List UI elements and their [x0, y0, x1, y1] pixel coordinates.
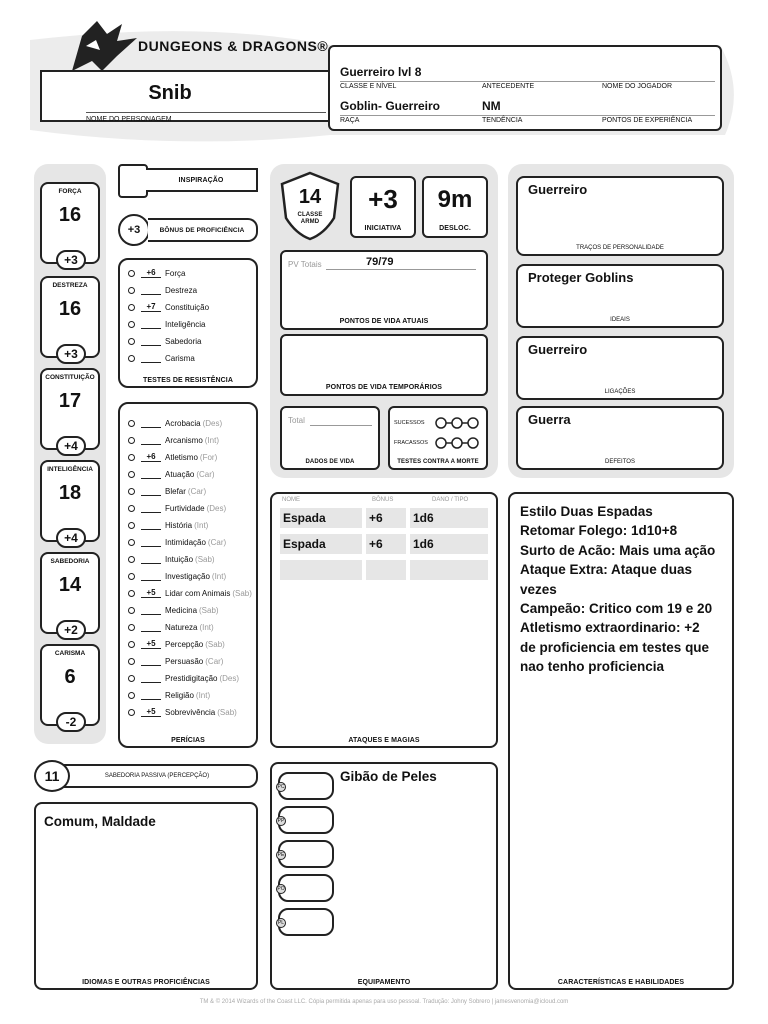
- ideals-box[interactable]: [516, 264, 724, 328]
- coin-label: PL: [277, 920, 285, 926]
- flaws-box[interactable]: [516, 406, 724, 470]
- attack-bonus-empty[interactable]: [366, 560, 406, 580]
- info-divider: [340, 81, 715, 82]
- ability-name: DESTREZA: [52, 282, 88, 289]
- proficiency-dot[interactable]: [128, 321, 135, 328]
- saving-throw-mod: [141, 353, 161, 363]
- attack-damage[interactable]: 1d6: [410, 508, 488, 528]
- equipment-title: EQUIPAMENTO: [357, 979, 411, 986]
- proficiency-dot[interactable]: [128, 505, 135, 512]
- race-label: RAÇA: [340, 117, 360, 124]
- proficiency-dot[interactable]: [128, 437, 135, 444]
- skill-name: Arcanismo: [165, 435, 203, 445]
- ability-dexterity[interactable]: [40, 276, 100, 361]
- temp-hp-label: PONTOS DE VIDA TEMPORÁRIOS: [325, 384, 443, 391]
- skill-mod: [141, 656, 161, 666]
- ability-modifier: -2: [56, 712, 86, 732]
- proficiency-banner: [148, 218, 258, 242]
- coin-label: PC: [277, 784, 285, 790]
- speed-value: 9m: [437, 186, 473, 213]
- skill-row[interactable]: [128, 433, 219, 447]
- coin-label: PO: [277, 886, 285, 892]
- alignment-value[interactable]: NM: [482, 99, 501, 113]
- saving-throw-row[interactable]: [128, 266, 185, 280]
- proficiency-dot[interactable]: [128, 573, 135, 580]
- ability-name: CARISMA: [54, 650, 86, 657]
- ability-modifier: +2: [56, 620, 86, 640]
- ability-modifier: +4: [56, 528, 86, 548]
- death-saves-label: TESTES CONTRA A MORTE: [397, 459, 479, 465]
- skill-attr: (Car): [207, 537, 227, 547]
- proficiency-dot[interactable]: [128, 522, 135, 529]
- coin-silver[interactable]: [278, 806, 334, 834]
- equipment-text: Gibão de Peles: [340, 769, 437, 784]
- saving-throws-title: TESTES DE RESISTÊNCIA: [142, 377, 233, 384]
- proficiency-dot[interactable]: [128, 287, 135, 294]
- coin-label: PE: [277, 852, 285, 858]
- skill-row[interactable]: [128, 416, 222, 430]
- attack-damage-empty[interactable]: [410, 560, 488, 580]
- skill-mod: [141, 554, 161, 564]
- attack-name[interactable]: Espada: [280, 508, 362, 528]
- proficiency-dot[interactable]: [128, 556, 135, 563]
- saving-throw-mod: +7: [141, 302, 161, 312]
- skill-attr: (Des): [219, 673, 240, 683]
- feature-line: nao tenho proficiencia: [520, 659, 665, 675]
- skill-mod: [141, 571, 161, 581]
- skill-name: Prestidigitação: [165, 673, 218, 683]
- skill-mod: [141, 520, 161, 530]
- skill-name: História: [165, 520, 193, 530]
- name-underline: [86, 112, 326, 113]
- attack-header-bonus: BÔNUS: [372, 497, 394, 503]
- skill-mod: [141, 486, 161, 496]
- proficiency-dot[interactable]: [128, 454, 135, 461]
- dragon-logo-icon: [62, 16, 142, 76]
- coin-platinum[interactable]: [278, 908, 334, 936]
- languages-title: IDIOMAS E OUTRAS PROFICIÊNCIAS: [82, 979, 210, 986]
- death-fail-label: FRACASSOS: [394, 440, 428, 446]
- skill-row[interactable]: [128, 705, 237, 719]
- ability-score: 17: [58, 390, 82, 412]
- alignment-label: TENDÊNCIA: [482, 117, 523, 124]
- skill-mod: [141, 469, 161, 479]
- ability-modifier: +3: [56, 344, 86, 364]
- skill-attr: (Int): [199, 622, 214, 632]
- skill-row[interactable]: [128, 586, 252, 600]
- saving-throw-mod: [141, 285, 161, 295]
- ideals-label: IDEAIS: [610, 317, 630, 323]
- skill-mod: [141, 537, 161, 547]
- proficiency-dot[interactable]: [128, 607, 135, 614]
- skill-row[interactable]: [128, 620, 214, 634]
- skill-row[interactable]: [128, 484, 206, 498]
- skill-mod: +5: [141, 639, 161, 649]
- ability-score: 14: [58, 574, 82, 596]
- feature-line: Atletismo extraordinario: +2: [520, 620, 700, 636]
- attacks-title: ATAQUES E MAGIAS: [348, 737, 420, 744]
- skill-mod: +6: [141, 452, 161, 462]
- features-text: [520, 502, 715, 677]
- skills-box: [118, 402, 258, 748]
- inspiration-label: INSPIRAÇÃO: [178, 177, 224, 184]
- skill-row[interactable]: [128, 688, 210, 702]
- proficiency-dot[interactable]: [128, 355, 135, 362]
- personality-value: Guerreiro: [528, 182, 588, 197]
- proficiency-label: BÔNUS DE PROFICIÊNCIA: [159, 227, 245, 234]
- ability-score: 16: [58, 298, 82, 320]
- current-hp-box[interactable]: [280, 250, 488, 330]
- skill-row[interactable]: [128, 501, 226, 515]
- ability-score: 16: [58, 204, 82, 226]
- skill-name: Intuição: [165, 554, 194, 564]
- hit-dice-label: DADOS DE VIDA: [305, 459, 355, 465]
- skill-name: Furtividade: [165, 503, 205, 513]
- saving-throw-row[interactable]: [128, 334, 201, 348]
- ability-intelligence[interactable]: [40, 460, 100, 545]
- skill-attr: (Sab): [217, 707, 237, 717]
- features-box[interactable]: [508, 492, 734, 990]
- flaws-label: DEFEITOS: [605, 459, 635, 465]
- attack-bonus[interactable]: +6: [366, 508, 406, 528]
- skill-name: Acrobacia: [165, 418, 201, 428]
- skills-title: PERÍCIAS: [171, 737, 205, 744]
- proficiency-dot[interactable]: [128, 590, 135, 597]
- skill-row[interactable]: [128, 467, 215, 481]
- skill-mod: +5: [141, 588, 161, 598]
- skill-name: Natureza: [165, 622, 198, 632]
- proficiency-dot[interactable]: [128, 488, 135, 495]
- proficiency-dot[interactable]: [128, 304, 135, 311]
- skill-attr: (Car): [187, 486, 207, 496]
- attack-name[interactable]: Espada: [280, 534, 362, 554]
- character-name-label: NOME DO PERSONAGEM: [86, 116, 172, 123]
- coin-label: PP: [277, 818, 285, 824]
- skill-attr: (Int): [204, 435, 220, 445]
- inspiration-checkbox[interactable]: [118, 164, 148, 198]
- character-name[interactable]: Snib: [148, 82, 192, 104]
- armor-class-value[interactable]: 14: [298, 186, 322, 208]
- feature-line: de proficiencia em testes que: [520, 639, 710, 655]
- feature-line: Campeão: Critico com 19 e 20: [520, 601, 713, 617]
- hp-max-value: 79/79: [366, 256, 394, 268]
- attack-header-name: NOME: [282, 497, 300, 503]
- skill-name: Lidar com Animais: [165, 588, 231, 598]
- feature-line: Estilo Duas Espadas: [520, 504, 653, 519]
- ability-modifier: +4: [56, 436, 86, 456]
- saving-throws-box: [118, 258, 258, 388]
- proficiency-dot[interactable]: [128, 658, 135, 665]
- temp-hp-box[interactable]: [280, 334, 488, 396]
- class-level-value[interactable]: Guerreiro lvl 8: [340, 65, 422, 79]
- attack-bonus[interactable]: +6: [366, 534, 406, 554]
- saving-throw-name: Força: [165, 268, 186, 278]
- current-hp-label: PONTOS DE VIDA ATUAIS: [339, 318, 429, 325]
- ability-charisma[interactable]: [40, 644, 100, 729]
- skill-row[interactable]: [128, 637, 225, 651]
- background-label: ANTECEDENTE: [482, 83, 535, 90]
- ability-name: SABEDORIA: [50, 558, 90, 565]
- saving-throw-row[interactable]: [128, 283, 197, 297]
- skill-row[interactable]: [128, 603, 219, 617]
- attack-header-damage: DANO / TIPO: [432, 497, 469, 503]
- languages-box[interactable]: [34, 802, 258, 990]
- saving-throw-row[interactable]: [128, 351, 195, 365]
- hp-max-line: [326, 269, 476, 270]
- attacks-box: [270, 492, 498, 748]
- bonds-label: LIGAÇÕES: [604, 389, 636, 395]
- logo-title: DUNGEONS & DRAGONS®: [138, 38, 329, 54]
- initiative-box[interactable]: [350, 176, 416, 238]
- skill-mod: [141, 503, 161, 513]
- ability-wisdom[interactable]: [40, 552, 100, 637]
- proficiency-dot[interactable]: [128, 539, 135, 546]
- skill-row[interactable]: [128, 518, 208, 532]
- proficiency-dot[interactable]: [128, 420, 135, 427]
- personality-box[interactable]: [516, 176, 724, 256]
- skill-row[interactable]: [128, 654, 223, 668]
- skill-name: Persuasão: [165, 656, 204, 666]
- features-title: CARACTERÍSTICAS E HABILIDADES: [557, 979, 685, 986]
- skill-name: Sobrevivência: [165, 707, 216, 717]
- speed-box[interactable]: [422, 176, 488, 238]
- class-level-label: CLASSE E NÍVEL: [340, 83, 397, 90]
- xp-label: PONTOS DE EXPERIÊNCIA: [602, 117, 693, 124]
- saving-throw-name: Carisma: [165, 353, 195, 363]
- death-success-label: SUCESSOS: [394, 420, 425, 426]
- coin-copper[interactable]: [278, 772, 334, 800]
- saving-throw-row[interactable]: [128, 317, 205, 331]
- skill-name: Investigação: [165, 571, 210, 581]
- skill-row[interactable]: [128, 569, 226, 583]
- armor-class-label: CLASSE ARMD: [297, 212, 323, 225]
- bonds-box[interactable]: [516, 336, 724, 400]
- proficiency-dot[interactable]: [128, 270, 135, 277]
- skill-name: Percepção: [165, 639, 204, 649]
- skill-mod: [141, 605, 161, 615]
- skill-name: Intimidação: [165, 537, 206, 547]
- ability-name: INTELIGÊNCIA: [47, 466, 93, 473]
- proficiency-dot[interactable]: [128, 675, 135, 682]
- saving-throw-mod: [141, 319, 161, 329]
- skill-attr: (Car): [196, 469, 215, 479]
- languages-text: Comum, Maldade: [44, 814, 156, 829]
- hit-dice-line: [310, 425, 372, 426]
- feature-line: Retomar Folego: 1d10+8: [520, 523, 678, 539]
- skill-row[interactable]: [128, 552, 215, 566]
- initiative-label: INICIATIVA: [364, 225, 402, 232]
- skill-mod: [141, 622, 161, 632]
- skill-attr: (Sab): [199, 605, 219, 615]
- coin-electrum[interactable]: [278, 840, 334, 868]
- skill-attr: (Int): [194, 520, 209, 530]
- proficiency-dot[interactable]: [128, 641, 135, 648]
- character-info-box: [328, 45, 722, 131]
- inspiration-banner: [146, 168, 258, 192]
- feature-line: Surto de Acão: Mais uma ação: [520, 542, 716, 558]
- saving-throw-name: Constituição: [165, 302, 210, 312]
- speed-label: DESLOC.: [439, 225, 471, 232]
- ability-name: FORÇA: [58, 188, 82, 195]
- saving-throw-mod: [141, 336, 161, 346]
- feature-line: vezes: [520, 581, 557, 597]
- death-success-circles-icon[interactable]: [434, 416, 480, 430]
- saving-throw-name: Destreza: [165, 285, 198, 295]
- skill-row[interactable]: [128, 671, 239, 685]
- ideals-value: Proteger Goblins: [528, 270, 634, 285]
- ability-constitution[interactable]: [40, 368, 100, 453]
- skill-attr: (Des): [202, 418, 223, 428]
- skill-name: Blefar: [165, 486, 186, 496]
- saving-throw-mod: +6: [141, 268, 161, 278]
- skill-mod: [141, 690, 161, 700]
- proficiency-dot[interactable]: [128, 338, 135, 345]
- skill-attr: (Car): [205, 656, 224, 666]
- skill-row[interactable]: [128, 535, 226, 549]
- hit-dice-total-label: Total: [288, 416, 305, 425]
- skill-attr: (Sab): [205, 639, 225, 649]
- saving-throw-row[interactable]: [128, 300, 209, 314]
- skill-name: Atuação: [165, 469, 195, 479]
- skill-mod: [141, 673, 161, 683]
- skill-name: Atletismo: [165, 452, 198, 462]
- ability-score: 18: [58, 482, 82, 504]
- initiative-value: +3: [368, 184, 398, 214]
- skill-row[interactable]: [128, 450, 217, 464]
- coin-gold[interactable]: [278, 874, 334, 902]
- passive-perception-label: SABEDORIA PASSIVA (PERCEPÇÃO): [104, 773, 210, 779]
- skill-attr: (Sab): [232, 588, 252, 598]
- info-divider: [340, 115, 715, 116]
- copyright-footer: TM & © 2014 Wizards of the Coast LLC. Cópia permitida apenas para uso pessoal. Tradução: Johny Sobrero | jamesvenomia@icloud.com: [199, 999, 569, 1005]
- personality-label: TRAÇOS DE PERSONALIDADE: [576, 245, 664, 251]
- skill-name: Religião: [165, 690, 194, 700]
- ability-name: CONSTITUIÇÃO: [45, 374, 95, 381]
- skill-mod: [141, 435, 161, 445]
- feature-line: Ataque Extra: Ataque duas: [520, 562, 693, 578]
- skill-attr: (Des): [206, 503, 227, 513]
- passive-perception-value[interactable]: 11: [34, 760, 70, 792]
- skill-attr: (Int): [211, 571, 227, 581]
- ability-modifier: +3: [56, 250, 86, 270]
- saving-throw-name: Sabedoria: [165, 336, 202, 346]
- race-value[interactable]: Goblin- Guerreiro: [340, 99, 441, 113]
- hit-dice-box[interactable]: [280, 406, 380, 470]
- skill-name: Medicina: [165, 605, 198, 615]
- skill-attr: (Sab): [195, 554, 215, 564]
- skill-attr: (Int): [195, 690, 211, 700]
- death-fail-circles-icon[interactable]: [434, 436, 480, 450]
- passive-perception-banner: [62, 764, 258, 788]
- attack-name-empty[interactable]: [280, 560, 362, 580]
- ability-strength[interactable]: [40, 182, 100, 267]
- ability-score: 6: [64, 666, 76, 688]
- proficiency-bonus-value[interactable]: +3: [118, 214, 150, 246]
- attack-damage[interactable]: 1d6: [410, 534, 488, 554]
- bonds-value: Guerreiro: [528, 342, 588, 357]
- skill-mod: +5: [141, 707, 161, 717]
- flaws-value: Guerra: [528, 412, 571, 427]
- skill-mod: [141, 418, 161, 428]
- proficiency-dot[interactable]: [128, 692, 135, 699]
- player-name-label: NOME DO JOGADOR: [602, 83, 673, 90]
- death-saves-box: [388, 406, 488, 470]
- skill-attr: (For): [199, 452, 218, 462]
- proficiency-dot[interactable]: [128, 709, 135, 716]
- hp-max-label: PV Totais: [288, 260, 322, 269]
- saving-throw-name: Inteligência: [165, 319, 206, 329]
- proficiency-dot[interactable]: [128, 471, 135, 478]
- proficiency-dot[interactable]: [128, 624, 135, 631]
